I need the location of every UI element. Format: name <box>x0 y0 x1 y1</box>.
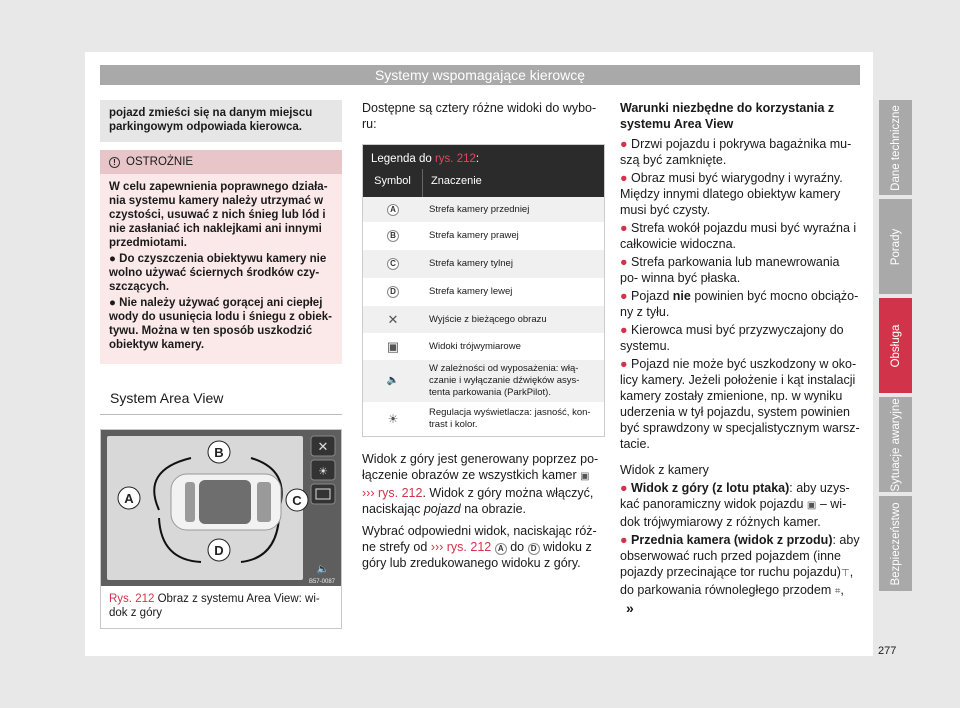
symbol-d: D <box>387 286 399 298</box>
list-item: ● Widok z góry (z lotu ptaka): aby uzys- kać panoramiczny widok pojazdu ▣ – wi- dok trójwymiarowy z różnych kamer. <box>620 481 850 529</box>
close-icon: ✕ <box>387 311 399 327</box>
tab-porady[interactable]: Porady <box>879 199 912 294</box>
tab-sytuacje-awaryjne[interactable]: Sytuacje awaryjne <box>879 397 912 492</box>
traffic-icon: ⊤ <box>840 568 850 579</box>
legend-row: ▣ Widoki trójwymiarowe <box>386 338 521 354</box>
figure-code: B57-0087 <box>308 579 335 585</box>
list-item: ● Strefa parkowania lub manewrowania po- winna być płaska. <box>620 255 840 285</box>
camera-label-a: A <box>124 491 134 506</box>
conditions-title: Warunki niezbędne do korzystania z systemu Area View <box>620 101 835 131</box>
caution-body <box>100 174 342 364</box>
legend-row: A Strefa kamery przedniej <box>363 197 604 222</box>
camera-icon: ▣ <box>580 471 590 482</box>
legend-col-meaning: Znaczenie <box>431 175 482 187</box>
continue-arrow: » <box>626 600 634 616</box>
symbol-b: B <box>387 230 399 242</box>
legend-table <box>362 144 605 437</box>
legend-ref-link[interactable]: rys. 212 <box>434 153 476 165</box>
camera-label-c: C <box>292 493 302 508</box>
right-column <box>620 100 860 619</box>
legend-row: 🔈 W zależności od wyposażenia: włą- czanie i wyłączanie dźwięków asys- tenta parkowania (ParkPilot). <box>363 360 604 402</box>
symbol-a-inline: A <box>495 543 507 555</box>
tab-bezpieczenstwo[interactable]: Bezpieczeństwo <box>879 496 912 591</box>
tab-obsluga[interactable]: Obsługa <box>879 298 912 393</box>
legend-row: D Strefa kamery lewej <box>363 278 604 306</box>
page-number: 277 <box>878 645 897 657</box>
tab-dane-techniczne[interactable]: Dane techniczne <box>879 100 912 195</box>
camera-label-d: D <box>214 543 224 558</box>
subheading: Widok z kamery <box>620 463 709 477</box>
caution-header <box>100 150 342 174</box>
legend-row: ✕ Wyjście z bieżącego obrazu <box>363 306 604 333</box>
figure-212 <box>100 429 342 629</box>
caution-paragraph: ● Do czyszczenia obiektywu kamery nie wolno używać ściernych środków czy- szczących. <box>109 253 327 293</box>
list-item: ● Kierowca musi być przyzwyczajony do systemu. <box>620 323 844 353</box>
figure-caption-label: Rys. 212 <box>109 593 155 605</box>
camera-label-b: B <box>214 445 224 460</box>
symbol-d-inline: D <box>528 543 540 555</box>
legend-col-symbol: Symbol <box>363 169 423 197</box>
middle-column <box>362 100 605 577</box>
parking-icon: ⌗ <box>834 586 841 597</box>
list-item: ● Strefa wokół pojazdu musi być wyraźna i całkowicie widoczna. <box>620 221 857 251</box>
figure-caption-text: Obraz z systemu Area View: wi- dok z góry <box>109 593 320 619</box>
car-top-view-illustration <box>101 430 341 586</box>
figure-caption <box>101 586 341 628</box>
caution-paragraph: ● Nie należy używać gorącej ani ciepłej wody do usunięcia lodu i śniegu z obiek- tywu. Można w ten sposób uszkodzić obiektyw kamery. <box>109 297 332 351</box>
svg-text:☀: ☀ <box>318 465 328 478</box>
camera-icon: ▣ <box>806 500 817 511</box>
figure-ref-link[interactable]: ››› rys. 212 <box>362 486 423 500</box>
caution-paragraph: W celu zapewnienia poprawnego działa- nia systemu kamery należy utrzymać w czystości, usuwać z nich śnieg lub lód i nie zasłaniać ich naklejkami ani innymi przedmiotami. <box>109 181 328 249</box>
three-d-view-icon: ▣ <box>386 338 400 354</box>
intro-paragraph: Dostępne są cztery różne widoki do wybo- ru: <box>362 101 597 131</box>
brightness-icon: ☀ <box>387 412 399 426</box>
intro-box: pojazd zmieści się na danym miejscu parkingowym odpowiada kierowca. <box>100 100 342 142</box>
list-item: ● Drzwi pojazdu i pokrywa bagażnika mu- szą być zamknięte. <box>620 137 852 167</box>
left-column <box>100 100 342 629</box>
paragraph-select-view: Wybrać odpowiedni widok, naciskając róż- ne strefy od ››› rys. 212 A do D widoku z góry lub zredukowanego widoku z góry. <box>362 524 597 570</box>
symbol-c: C <box>387 258 399 270</box>
legend-rows <box>363 197 604 436</box>
area-view-image <box>101 430 341 586</box>
figure-ref-link[interactable]: ››› rys. 212 <box>430 540 492 554</box>
legend-row: C Strefa kamery tylnej <box>363 250 604 278</box>
legend-header <box>363 145 604 197</box>
svg-text:🔈: 🔈 <box>316 564 330 575</box>
caution-title: OSTROŻNIE <box>126 156 194 168</box>
list-item: ● Obraz musi być wiarygodny i wyraźny. Między innymi dlatego obiektyw kamery musi być czysty. <box>620 171 843 217</box>
list-item: ● Pojazd nie powinien być mocno obciążo- ny z tyłu. <box>620 289 859 319</box>
legend-title: Legenda do rys. 212: <box>371 153 480 165</box>
section-title: System Area View <box>100 390 342 415</box>
caution-box <box>100 150 342 364</box>
symbol-a: A <box>387 204 399 216</box>
page-header: Systemy wspomagające kierowcę <box>100 65 860 85</box>
svg-text:✕: ✕ <box>317 440 329 455</box>
list-item: ● Pojazd nie może być uszkodzony w oko- licy kamery. Jeżeli położenie i kąt instalacji kamery zostały zmienione, np. w wyniku uderzenia w tył pojazdu, system powinien być sprawdzony w specjalistycznym warsz- tacie. <box>620 357 860 451</box>
legend-row: B Strefa kamery prawej <box>363 222 604 250</box>
speaker-icon: 🔈 <box>386 375 400 386</box>
warning-icon: ! <box>109 157 120 168</box>
paragraph-top-view: Widok z góry jest generowany poprzez po- łączenie obrazów ze wszystkich kamer ▣ ››› rys. 212. Widok z góry można włączyć, naciskając pojazd na obrazie. <box>362 452 599 516</box>
list-item: ● Przednia kamera (widok z przodu): aby obserwować ruch przed pojazdem (inne pojazdy przecinające tor ruchu pojazdu)⊤, do parkowania równoległego przodem ⌗, » <box>620 533 860 616</box>
legend-row: ☀ Regulacja wyświetlacza: jasność, kon- trast i kolor. <box>387 407 591 430</box>
